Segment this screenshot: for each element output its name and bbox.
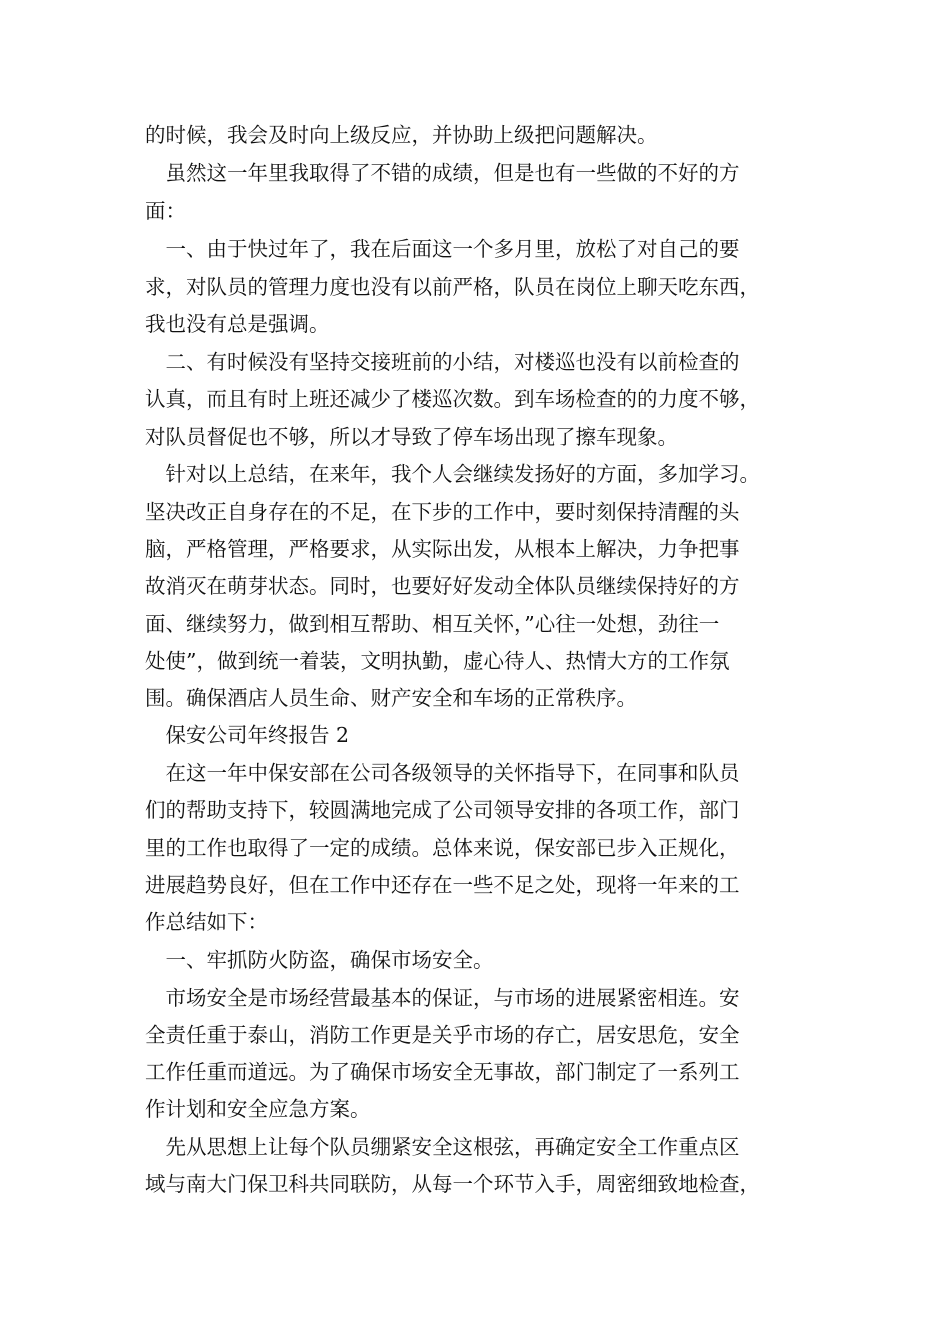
text-line: 我也没有总是强调。 xyxy=(145,312,330,336)
text-line: 处使”，做到统一着装，文明执勤，虚心待人、热情大方的工作氛 xyxy=(145,649,730,673)
text-line: 脑，严格管理，严格要求，从实际出发，从根本上解决，力争把事 xyxy=(145,537,740,561)
text-line: 先从思想上让每个队员绷紧安全这根弦，再确定安全工作重点区 xyxy=(145,1135,740,1159)
text-line: 里的工作也取得了一定的成绩。总体来说，保安部已步入正规化， xyxy=(145,836,740,860)
text-line: 一、牢抓防火防盗，确保市场安全。 xyxy=(145,948,494,972)
text-line: 针对以上总结，在来年，我个人会继续发扬好的方面，多加学习。 xyxy=(145,462,760,486)
text-line: 市场安全是市场经营最基本的保证，与市场的进展紧密相连。安 xyxy=(145,986,740,1010)
text-line: 坚决改正自身存在的不足，在下步的工作中，要时刻保持清醒的头 xyxy=(145,500,740,524)
text-line: 面、继续努力，做到相互帮助、相互关怀，”心往一处想，劲往一 xyxy=(145,612,720,636)
text-line: 的时候，我会及时向上级反应，并协助上级把问题解决。 xyxy=(145,123,658,147)
text-line: 全责任重于泰山，消防工作更是关乎市场的存亡，居安思危，安全 xyxy=(145,1023,740,1047)
text-line: 虽然这一年里我取得了不错的成绩，但是也有一些做的不好的方 xyxy=(145,161,740,185)
text-line: 认真，而且有时上班还减少了楼巡次数。到车场检查的的力度不够， xyxy=(145,387,760,411)
text-line: 求，对队员的管理力度也没有以前严格，队员在岗位上聊天吃东西， xyxy=(145,275,760,299)
text-line: 在这一年中保安部在公司各级领导的关怀指导下，在同事和队员 xyxy=(145,761,740,785)
text-line: 面： xyxy=(145,199,186,223)
text-line: 作计划和安全应急方案。 xyxy=(145,1097,371,1121)
text-line: 域与南大门保卫科共同联防，从每一个环节入手，周密细致地检查， xyxy=(145,1172,760,1196)
text-line: 围。确保酒店人员生命、财产安全和车场的正常秩序。 xyxy=(145,686,637,710)
section-heading: 保安公司年终报告 2 xyxy=(145,723,350,747)
text-line: 二、有时候没有坚持交接班前的小结，对楼巡也没有以前检查的 xyxy=(145,350,740,374)
text-line: 工作任重而道远。为了确保市场安全无事故，部门制定了一系列工 xyxy=(145,1060,740,1084)
text-line: 故消灭在萌芽状态。同时，也要好好发动全体队员继续保持好的方 xyxy=(145,574,740,598)
text-line: 们的帮助支持下，较圆满地完成了公司领导安排的各项工作，部门 xyxy=(145,798,740,822)
text-line: 一、由于快过年了，我在后面这一个多月里，放松了对自己的要 xyxy=(145,237,740,261)
text-line: 对队员督促也不够，所以才导致了停车场出现了擦车现象。 xyxy=(145,425,678,449)
text-line: 作总结如下： xyxy=(145,910,268,934)
text-line: 进展趋势良好，但在工作中还存在一些不足之处，现将一年来的工 xyxy=(145,873,740,897)
